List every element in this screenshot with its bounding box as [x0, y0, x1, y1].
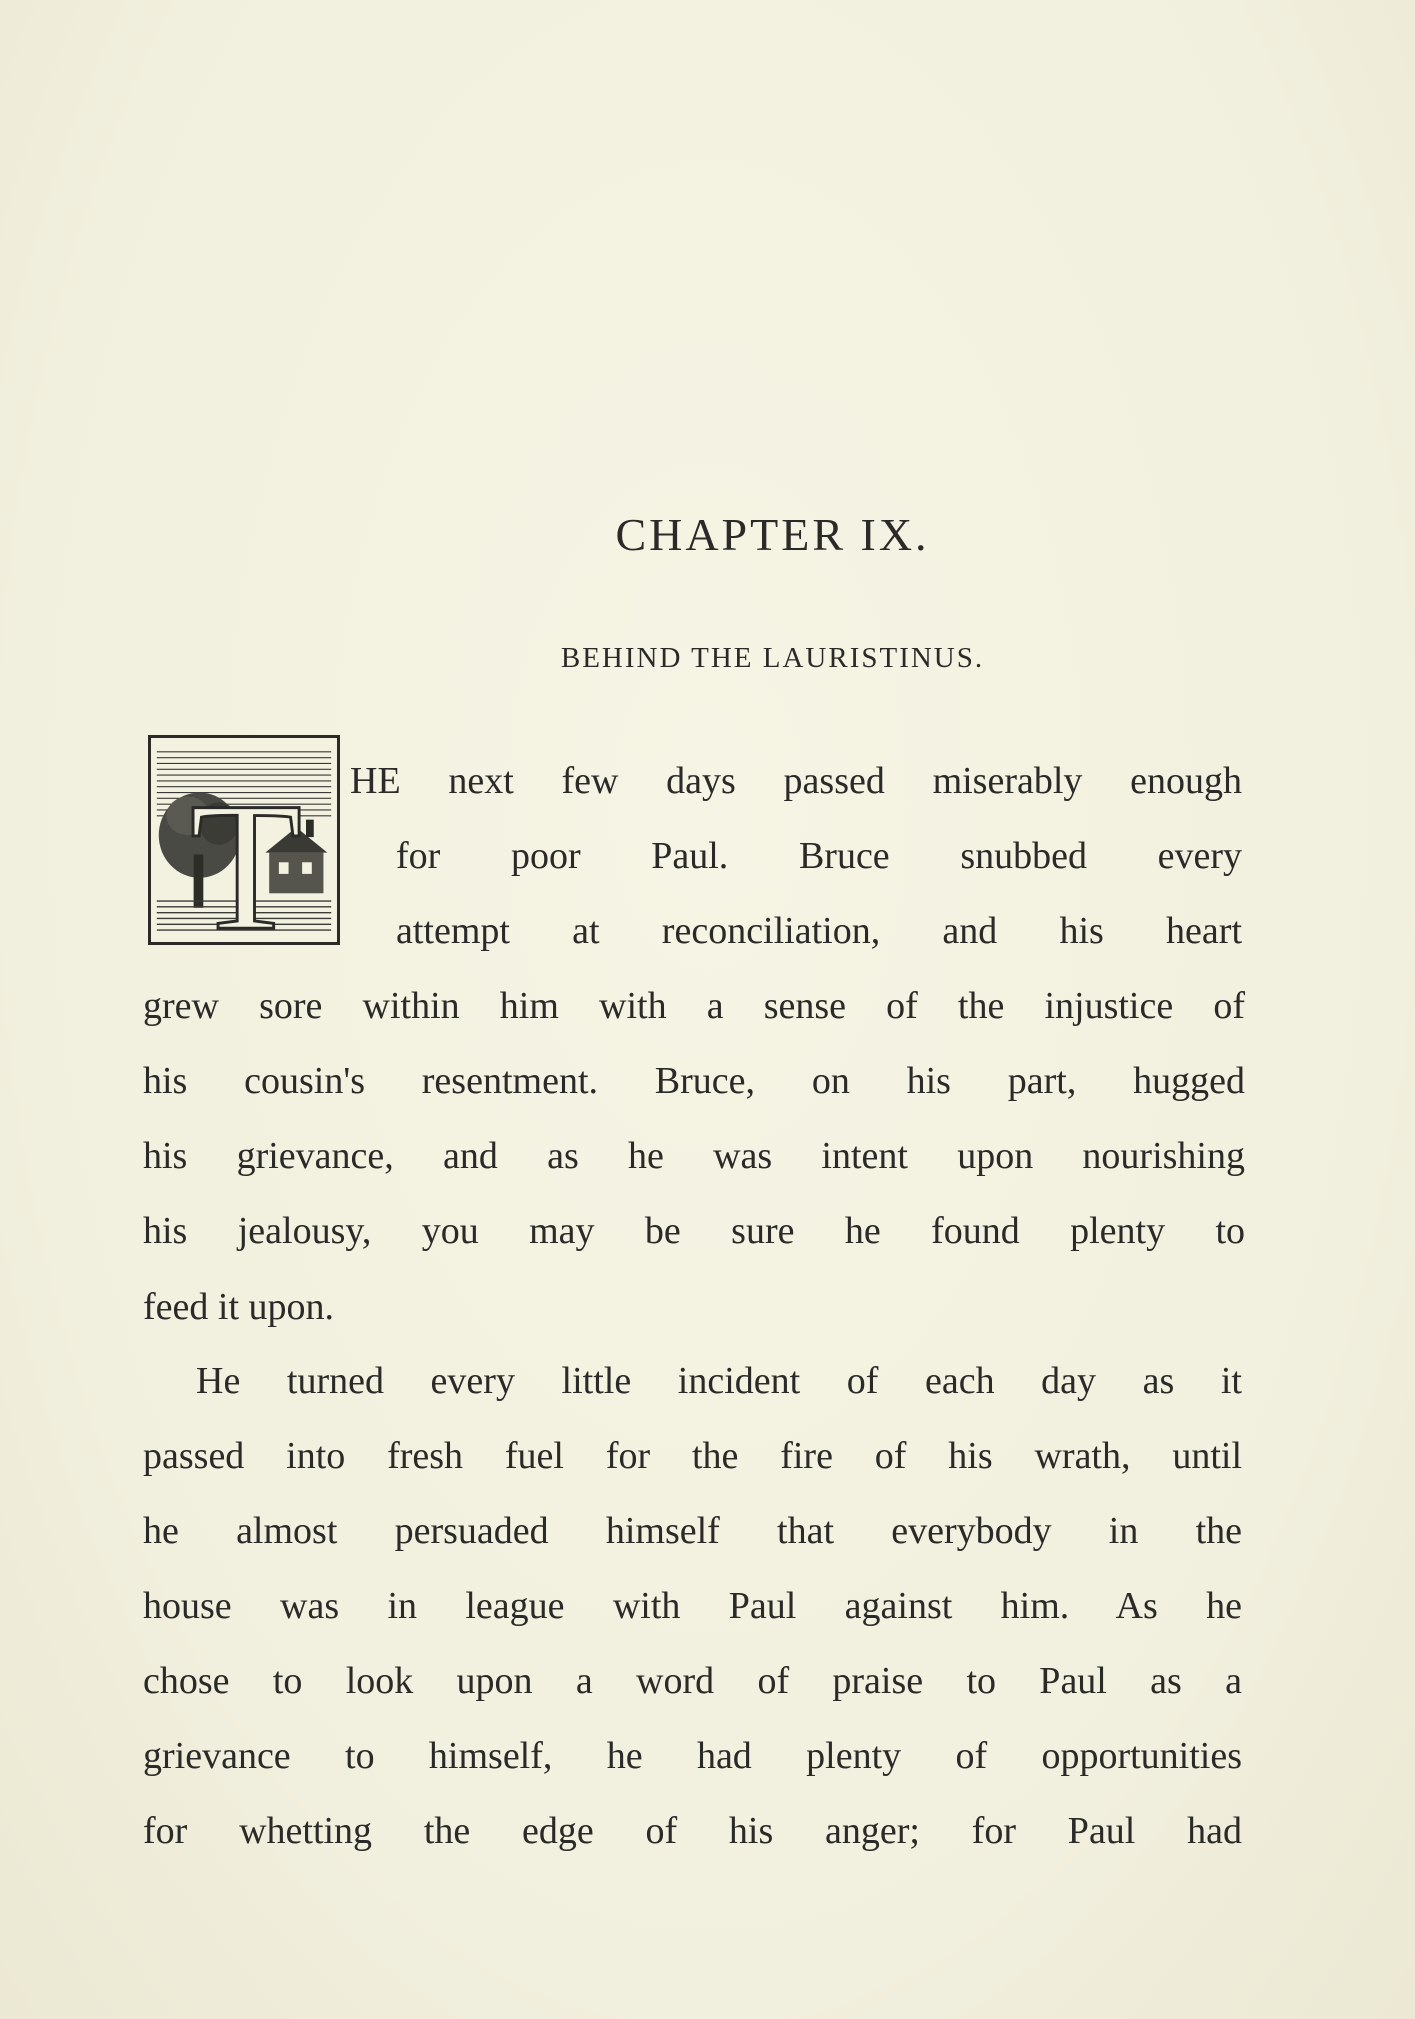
text-line: for whetting the edge of his anger; for Paul had	[143, 1810, 1242, 1852]
text-line: feed it upon.	[143, 1286, 335, 1328]
text-line: he almost persuaded himself that everybody in the	[143, 1510, 1242, 1552]
engraved-landscape-icon	[151, 738, 337, 942]
text-line: He turned every little incident of each day as it	[196, 1360, 1242, 1402]
text-line: attempt at reconciliation, and his heart	[396, 910, 1242, 952]
text-line: his grievance, and as he was intent upon nourishing	[143, 1135, 1245, 1177]
decorated-initial-t	[148, 735, 340, 945]
dropcap-letter: T	[189, 764, 303, 942]
text-line: grievance to himself, he had plenty of opportunities	[143, 1735, 1242, 1777]
text-line: his cousin's resentment. Bruce, on his part, hugged	[143, 1060, 1245, 1102]
text-line: his jealousy, you may be sure he found plenty to	[143, 1210, 1245, 1252]
text-line: chose to look upon a word of praise to Paul as a	[143, 1660, 1242, 1702]
chapter-subtitle: BEHIND THE LAURISTINUS.	[560, 642, 985, 674]
text-line: for poor Paul. Bruce snubbed every	[396, 835, 1242, 877]
text-line: passed into fresh fuel for the fire of his wrath, until	[143, 1435, 1242, 1477]
text-line: HE next few days passed miserably enough	[350, 760, 1242, 802]
text-line: grew sore within him with a sense of the injustice of	[143, 985, 1245, 1027]
text-line: house was in league with Paul against him. As he	[143, 1585, 1242, 1627]
chapter-title: CHAPTER IX.	[615, 509, 930, 560]
